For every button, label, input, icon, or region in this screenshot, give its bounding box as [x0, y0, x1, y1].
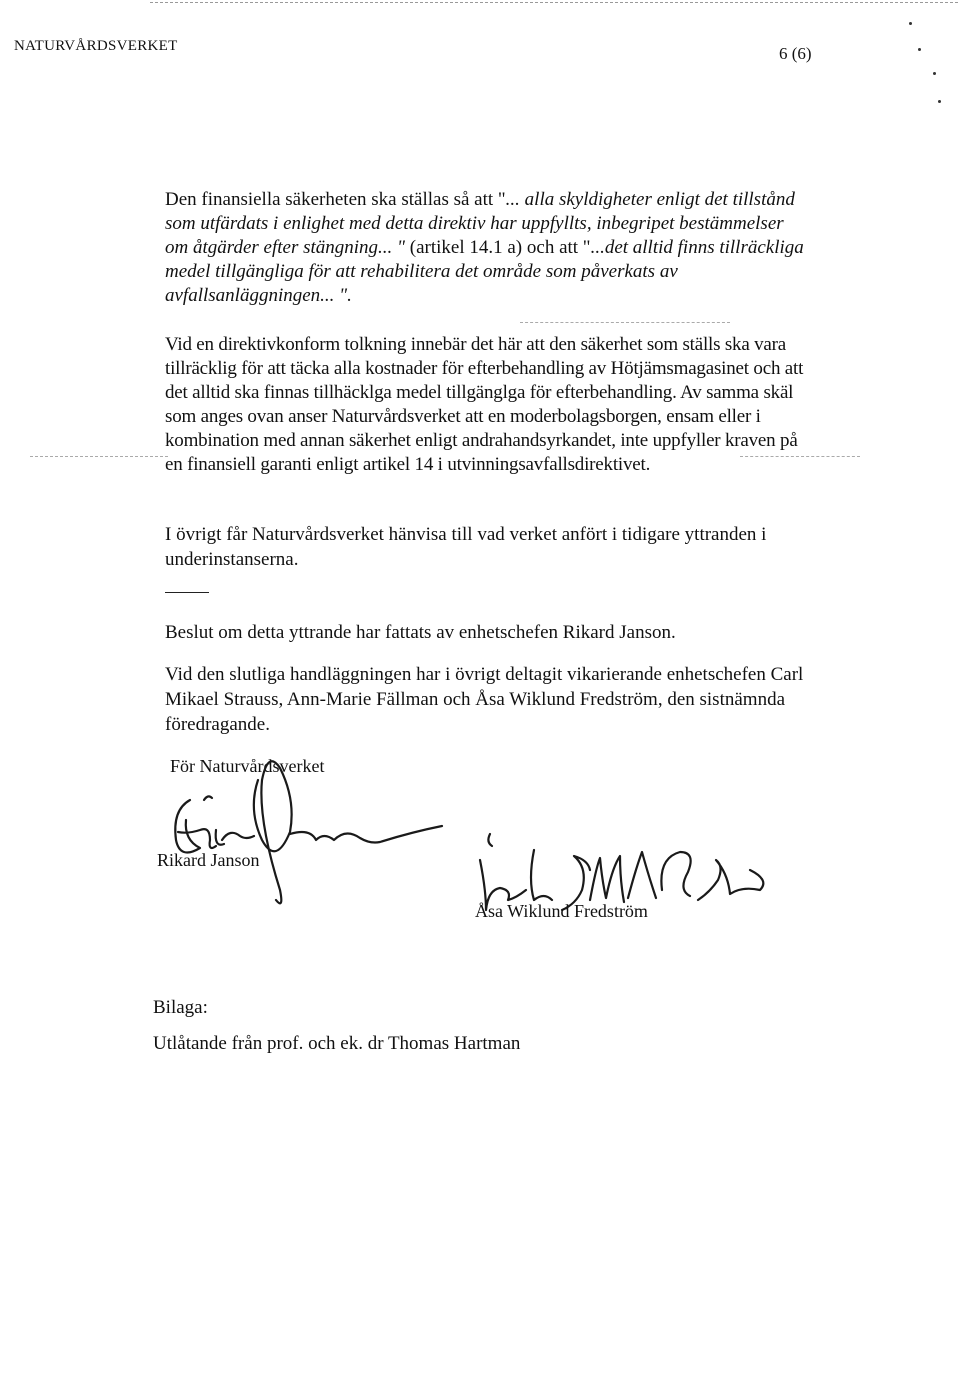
quote-middle: (artikel 14.1 a) och att ": [405, 237, 591, 258]
attachment-item: Utlåtande från prof. och ek. dr Thomas Hartman: [153, 1033, 521, 1054]
quote-intro: Den finansiella säkerheten ska ställas så att ": [165, 189, 506, 210]
quote-text-1: ... alla skyldigheter enligt det tillstånd som utfärdats i enlighet med detta direktiv har uppfyllts, inbegripet bestämmelser om åtgärder efter stängning... ": [165, 189, 795, 258]
separator-line: [165, 592, 209, 593]
scan-edge-line: [150, 2, 958, 3]
quote-text-2: ...det alltid finns tillräckliga medel tillgängliga för att rehabilitera det område som påverkats av avfallsanläggningen... ".: [165, 237, 804, 306]
scan-speck: [918, 48, 921, 51]
paragraph-ovrigt: I övrigt får Naturvårdsverket hänvisa till vad verket anfört i tidigare yttranden i underinstanserna.: [165, 524, 767, 570]
paragraph-handlaggning: Vid den slutliga handläggningen har i övrigt deltagit vikarierande enhetschefen Carl Mikael Strauss, Ann-Marie Fällman och Åsa Wiklund Fredström, den sistnämnda föredragande.: [165, 664, 804, 735]
quote-paragraph: [165, 188, 805, 308]
paragraph-direktivkonform: Vid en direktivkonform tolkning innebär det här att den säkerhet som ställs ska vara tillräcklig för att täcka alla kostnader för efterbehandling av Hötjämsmagasinet och att det alltid ska finnas tillhäcklga medel tillgänglga för efterbehandling. Av samma skäl som anges ovan anser Naturvårdsverket att en moderbolagsborgen, ensam eller i kombination med annan säkerhet enligt andrahandsyrkandet, inte uppfyller kraven på en finansiell garanti enligt artikel 14 i utvinningsavfallsdirektivet.: [165, 334, 804, 475]
scan-speck: [938, 100, 941, 103]
attachments-label: Bilaga:: [153, 997, 208, 1018]
scan-speck: [933, 72, 936, 75]
header-organization: NATURVÅRDSVERKET: [14, 38, 178, 54]
scan-speck: [909, 22, 912, 25]
signer-name-1: Rikard Janson: [157, 850, 260, 870]
scan-artifact-line: [520, 322, 730, 323]
paragraph-beslut: Beslut om detta yttrande har fattats av enhetschefen Rikard Janson.: [165, 622, 676, 643]
handwritten-signatures: [150, 740, 790, 940]
scan-artifact-line: [740, 456, 860, 457]
page-number: 6 (6): [779, 44, 812, 63]
signature-for-label: För Naturvårdsverket: [170, 756, 325, 776]
signer-name-2: Åsa Wiklund Fredström: [475, 901, 648, 921]
scan-artifact-line: [30, 456, 168, 457]
